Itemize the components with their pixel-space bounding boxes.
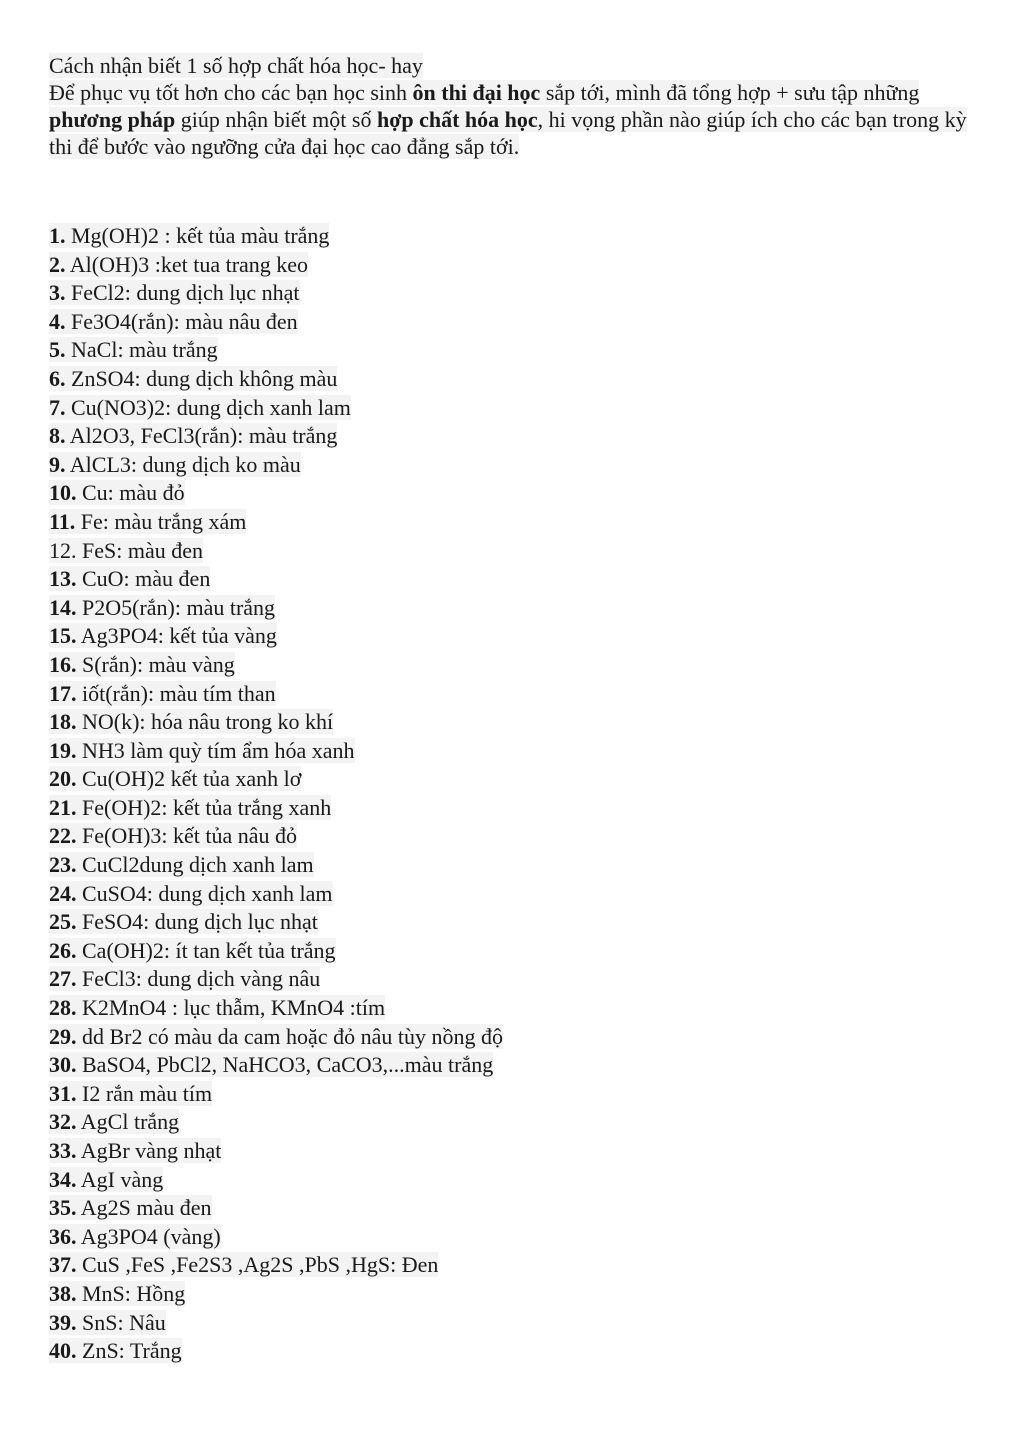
list-item-content xyxy=(49,395,351,420)
list-item xyxy=(49,1194,503,1223)
document-title xyxy=(49,52,989,79)
item-number: 4. xyxy=(49,308,66,334)
item-number: 40. xyxy=(49,1338,77,1364)
list-item-content xyxy=(49,309,298,334)
item-number: 11. xyxy=(49,508,76,534)
list-item-content xyxy=(49,1138,221,1163)
item-text: CuO: màu đen xyxy=(76,566,211,592)
item-text: iốt(rắn): màu tím than xyxy=(76,680,276,706)
intro-segment: giúp nhận biết một số xyxy=(175,107,377,132)
item-text: P2O5(rắn): màu trắng xyxy=(76,594,276,620)
item-text: CuCl2dung dịch xanh lam xyxy=(76,852,314,878)
item-text: Ag2S màu đen xyxy=(76,1195,212,1221)
item-text: dd Br2 có màu da cam hoặc đỏ nâu tùy nồng độ xyxy=(76,1023,503,1049)
item-number: 3. xyxy=(49,280,66,306)
list-item-content xyxy=(49,1281,185,1306)
item-number: 5. xyxy=(49,337,66,363)
list-item-content xyxy=(49,480,185,505)
list-item-content xyxy=(49,1338,182,1363)
item-text: S(rắn): màu vàng xyxy=(76,651,235,677)
list-item xyxy=(49,1251,503,1280)
item-text: Al(OH)3 :ket tua trang keo xyxy=(65,251,309,277)
list-item xyxy=(49,1166,503,1195)
item-number: 23. xyxy=(49,852,77,878)
title-text: Cách nhận biết 1 số hợp chất hóa học- hay xyxy=(49,53,423,78)
list-item-content xyxy=(49,1195,212,1220)
list-item xyxy=(49,594,503,623)
item-number: 29. xyxy=(49,1023,77,1049)
item-number: 2. xyxy=(49,251,66,277)
list-item-content xyxy=(49,423,337,448)
list-item xyxy=(49,1280,503,1309)
item-number: 18. xyxy=(49,709,77,735)
item-text: Fe(OH)3: kết tủa nâu đỏ xyxy=(76,823,298,849)
item-text: BaSO4, PbCl2, NaHCO3, CaCO3,...màu trắng xyxy=(76,1052,494,1078)
item-text: Mg(OH)2 : kết tủa màu trắng xyxy=(65,223,330,248)
list-item-content xyxy=(49,823,297,848)
intro-bold-text: ôn thi đại học xyxy=(412,80,541,105)
list-item-content xyxy=(49,223,329,248)
list-item-content xyxy=(49,709,333,734)
item-text: AgI vàng xyxy=(76,1166,164,1192)
list-item-content xyxy=(49,1224,221,1249)
item-text: MnS: Hồng xyxy=(76,1280,186,1306)
item-number: 1. xyxy=(49,223,66,248)
item-number: 25. xyxy=(49,909,77,935)
list-item-content xyxy=(49,1109,179,1134)
list-item-content xyxy=(49,509,246,534)
list-item xyxy=(49,394,503,423)
item-number: 35. xyxy=(49,1195,77,1221)
item-text: AgBr vàng nhạt xyxy=(76,1138,222,1163)
list-item xyxy=(49,651,503,680)
list-item-content xyxy=(49,938,336,963)
list-item-content xyxy=(49,766,301,791)
intro-segment: , hi vọng phần nào giúp ích cho các bạn trong kỳ thi để bước vào ngưỡng cửa đại học cao đẳng sắp tới. xyxy=(49,107,967,159)
item-text: Ca(OH)2: ít tan kết tủa trắng xyxy=(76,937,336,963)
item-number: 8. xyxy=(49,423,66,449)
item-number: 33. xyxy=(49,1138,77,1163)
item-text: Ag3PO4: kết tủa vàng xyxy=(76,623,277,649)
list-item-content xyxy=(49,966,320,991)
item-text: ZnSO4: dung dịch không màu xyxy=(65,365,338,391)
item-text: Cu: màu đỏ xyxy=(76,480,185,506)
list-item xyxy=(49,708,503,737)
item-text: Al2O3, FeCl3(rắn): màu trắng xyxy=(65,423,338,449)
item-number: 28. xyxy=(49,995,77,1021)
item-number: 37. xyxy=(49,1252,77,1278)
intro-text xyxy=(49,80,967,159)
list-item-content xyxy=(49,366,337,391)
intro-segment: Để phục vụ tốt hơn cho các bạn học sinh xyxy=(49,80,413,105)
item-number: 39. xyxy=(49,1309,77,1335)
list-item xyxy=(49,1051,503,1080)
list-item-content xyxy=(49,337,218,362)
item-text: SnS: Nâu xyxy=(76,1309,166,1335)
list-item-content xyxy=(49,623,277,648)
list-item xyxy=(49,422,503,451)
list-item xyxy=(49,794,503,823)
item-number: 34. xyxy=(49,1166,77,1192)
list-item xyxy=(49,1108,503,1137)
intro-segment: sắp tới, mình đã tổng hợp + sưu tập những xyxy=(540,80,920,105)
item-text: CuS ,FeS ,Fe2S3 ,Ag2S ,PbS ,HgS: Đen xyxy=(76,1252,439,1278)
list-item xyxy=(49,880,503,909)
list-item-content xyxy=(49,1052,493,1077)
list-item-content xyxy=(49,1024,503,1049)
list-item xyxy=(49,451,503,480)
item-text: Fe(OH)2: kết tủa trắng xanh xyxy=(76,794,332,820)
item-number: 17. xyxy=(49,680,77,706)
list-item-content xyxy=(49,1081,212,1106)
list-item xyxy=(49,680,503,709)
list-item-content xyxy=(49,738,355,763)
compound-list xyxy=(49,222,503,1366)
list-item-content xyxy=(49,881,333,906)
list-item xyxy=(49,965,503,994)
list-item xyxy=(49,937,503,966)
item-text: NO(k): hóa nâu trong ko khí xyxy=(76,709,334,735)
item-number: 15. xyxy=(49,623,77,649)
item-text: NaCl: màu trắng xyxy=(65,337,218,363)
item-text: Cu(OH)2 kết tủa xanh lơ xyxy=(76,766,302,792)
item-text: I2 rắn màu tím xyxy=(76,1080,213,1106)
item-number: 22. xyxy=(49,823,77,849)
item-number: 38. xyxy=(49,1280,77,1306)
list-item xyxy=(49,279,503,308)
list-item xyxy=(49,1137,503,1166)
item-number: 26. xyxy=(49,937,77,963)
list-item xyxy=(49,1023,503,1052)
list-item-content xyxy=(49,795,331,820)
item-text: AlCL3: dung dịch ko màu xyxy=(65,451,301,477)
item-text: K2MnO4 : lục thẫm, KMnO4 :tím xyxy=(76,995,386,1021)
item-number: 9. xyxy=(49,451,66,477)
intro-bold-text: hợp chất hóa học xyxy=(376,107,538,132)
list-item xyxy=(49,308,503,337)
item-number: 14. xyxy=(49,594,77,620)
item-text: NH3 làm quỳ tím ẩm hóa xanh xyxy=(76,737,355,763)
item-text: ZnS: Trắng xyxy=(76,1338,182,1364)
item-number: 20. xyxy=(49,766,77,792)
item-text: Ag3PO4 (vàng) xyxy=(76,1223,221,1249)
list-item-content xyxy=(49,566,210,591)
list-item-content xyxy=(49,909,318,934)
list-item xyxy=(49,994,503,1023)
list-item xyxy=(49,222,503,251)
list-item xyxy=(49,1080,503,1109)
list-item-content xyxy=(49,1167,163,1192)
list-item xyxy=(49,1223,503,1252)
list-item xyxy=(49,765,503,794)
item-text: CuSO4: dung dịch xanh lam xyxy=(76,880,333,906)
list-item xyxy=(49,365,503,394)
list-item-content xyxy=(49,681,276,706)
list-item xyxy=(49,336,503,365)
list-item xyxy=(49,479,503,508)
item-number: 27. xyxy=(49,966,77,992)
list-item xyxy=(49,1337,503,1366)
item-number: 10. xyxy=(49,480,77,506)
list-item xyxy=(49,622,503,651)
list-item-content xyxy=(49,538,203,563)
item-text: FeCl2: dung dịch lục nhạt xyxy=(65,280,300,306)
list-item xyxy=(49,251,503,280)
intro-paragraph xyxy=(49,79,979,160)
item-number: 13. xyxy=(49,566,77,592)
list-item xyxy=(49,737,503,766)
list-item-content xyxy=(49,1252,438,1277)
item-number: 19. xyxy=(49,737,77,763)
item-number: 12. xyxy=(49,537,77,563)
item-number: 36. xyxy=(49,1223,77,1249)
item-text: FeCl3: dung dịch vàng nâu xyxy=(76,966,321,992)
list-item-content xyxy=(49,452,301,477)
item-number: 31. xyxy=(49,1080,77,1106)
intro-bold-text: phương pháp xyxy=(49,107,176,132)
item-number: 21. xyxy=(49,794,77,820)
list-item xyxy=(49,508,503,537)
list-item xyxy=(49,537,503,566)
item-text: Fe3O4(rắn): màu nâu đen xyxy=(65,308,298,334)
item-text: Cu(NO3)2: dung dịch xanh lam xyxy=(65,394,351,420)
list-item-content xyxy=(49,995,385,1020)
list-item-content xyxy=(49,280,300,305)
list-item-content xyxy=(49,652,235,677)
item-number: 16. xyxy=(49,651,77,677)
item-number: 24. xyxy=(49,880,77,906)
item-number: 30. xyxy=(49,1052,77,1078)
list-item-content xyxy=(49,252,308,277)
item-number: 7. xyxy=(49,394,66,420)
list-item xyxy=(49,822,503,851)
item-text: FeSO4: dung dịch lục nhạt xyxy=(76,909,318,935)
item-number: 32. xyxy=(49,1109,77,1135)
item-text: FeS: màu đen xyxy=(76,537,203,563)
document-page xyxy=(49,52,989,1364)
item-number: 6. xyxy=(49,365,66,391)
list-item-content xyxy=(49,1310,166,1335)
list-item xyxy=(49,565,503,594)
item-text: Fe: màu trắng xám xyxy=(75,508,247,534)
list-item xyxy=(49,851,503,880)
list-item-content xyxy=(49,852,314,877)
list-item xyxy=(49,908,503,937)
item-text: AgCl trắng xyxy=(76,1109,180,1135)
list-item xyxy=(49,1309,503,1338)
list-item-content xyxy=(49,595,275,620)
